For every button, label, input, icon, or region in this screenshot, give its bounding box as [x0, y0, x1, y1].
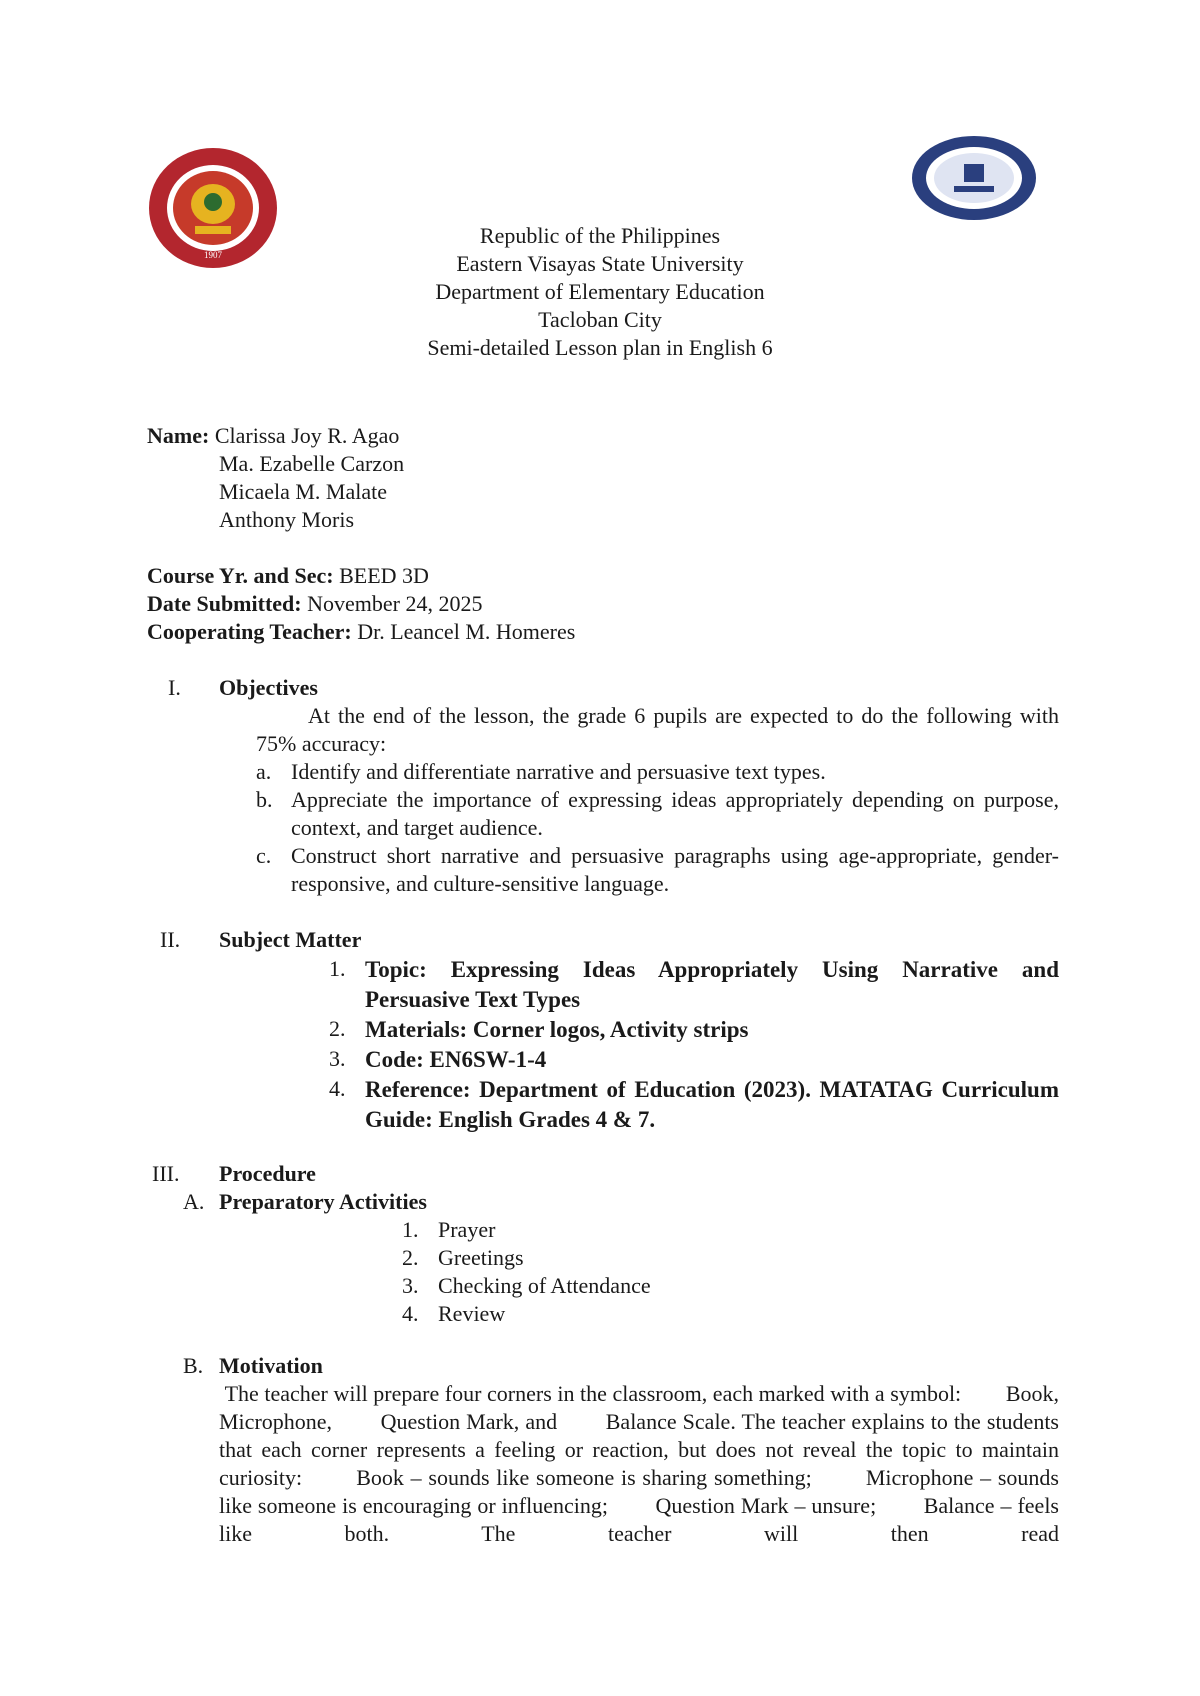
prep-item-review: Review	[438, 1301, 506, 1326]
prep-item-prayer: Prayer	[438, 1217, 496, 1242]
objective-b-letter: b.	[256, 787, 273, 812]
objective-a-text: Identify and differentiate narrative and persuasive text types.	[291, 759, 826, 784]
date-label: Date Submitted:	[147, 591, 302, 616]
motivation-text: The teacher will prepare four corners in the classroom, each marked with a symbol: Book, Microphone, Question Mark, and Balance Scale. The teacher explains to the students that each corner represents a feeling or reaction, but does not reveal the topic to maintain curiosity: Book – sounds like someone is sharing something; Microphone – sounds like someone is encouraging or influencing; Question Mark – unsure; Balance – feels like both. The teacher will then read	[219, 1381, 1104, 1546]
subject-item-topic: Topic: Expressing Ideas Appropriately Using Narrative and Persuasive Text Types	[365, 957, 1059, 1012]
subject-item-materials: Materials: Corner logos, Activity strips	[365, 1017, 749, 1042]
name-value-1: Clarissa Joy R. Agao	[214, 423, 400, 448]
subject-item-1-num: 1.	[329, 956, 346, 981]
header-university: Eastern Visayas State University	[456, 251, 744, 276]
objectives-title: Objectives	[219, 675, 318, 700]
elementary-education-seal-icon	[910, 134, 1038, 222]
preparatory-title: Preparatory Activities	[219, 1189, 427, 1214]
name-value-3: Micaela M. Malate	[219, 479, 387, 504]
procedure-title: Procedure	[219, 1161, 316, 1186]
procedure-numeral: III.	[152, 1161, 180, 1186]
header-lesson-title: Semi-detailed Lesson plan in English 6	[427, 335, 773, 360]
date-row	[147, 590, 482, 618]
subject-item-3-num: 3.	[329, 1046, 346, 1071]
objectives-numeral: I.	[168, 675, 181, 700]
header-republic: Republic of the Philippines	[479, 223, 721, 248]
teacher-label: Cooperating Teacher:	[147, 619, 352, 644]
objective-c-letter: c.	[256, 843, 272, 868]
subject-matter-numeral: II.	[160, 927, 181, 952]
objectives-intro: At the end of the lesson, the grade 6 pupils are expected to do the following with 75% accuracy:	[256, 703, 1059, 756]
prep-item-greetings: Greetings	[438, 1245, 524, 1270]
subject-item-code: Code: EN6SW-1-4	[365, 1047, 547, 1072]
document-header	[0, 222, 1200, 362]
preparatory-letter: A.	[183, 1189, 205, 1214]
prep-item-attendance: Checking of Attendance	[438, 1273, 651, 1298]
course-label: Course Yr. and Sec:	[147, 563, 334, 588]
course-row	[147, 562, 429, 590]
seal-year: 1907	[204, 250, 222, 260]
prep-item-4-num: 4.	[402, 1301, 419, 1326]
subject-matter-title: Subject Matter	[219, 927, 362, 952]
name-label: Name:	[147, 423, 210, 448]
subject-item-2-num: 2.	[329, 1016, 346, 1041]
motivation-letter: B.	[183, 1353, 204, 1378]
prep-item-1-num: 1.	[402, 1217, 419, 1242]
objective-a-letter: a.	[256, 759, 272, 784]
date-value: November 24, 2025	[307, 591, 483, 616]
motivation-title: Motivation	[219, 1353, 323, 1378]
name-row	[147, 422, 399, 450]
header-department: Department of Elementary Education	[435, 279, 765, 304]
name-value-4: Anthony Moris	[219, 507, 355, 532]
teacher-row	[147, 618, 575, 646]
prep-item-3-num: 3.	[402, 1273, 419, 1298]
objective-b-text: Appreciate the importance of expressing ideas appropriately depending on purpose, context, and target audience.	[291, 787, 1059, 840]
subject-item-reference: Reference: Department of Education (2023). MATATAG Curriculum Guide: English Grades 4 & 7.	[365, 1077, 1059, 1132]
subject-item-4-num: 4.	[329, 1076, 346, 1101]
objective-c-text: Construct short narrative and persuasive paragraphs using age-appropriate, gender-responsive, and culture-sensitive language.	[291, 843, 1059, 896]
prep-item-2-num: 2.	[402, 1245, 419, 1270]
name-value-2: Ma. Ezabelle Carzon	[219, 451, 405, 476]
teacher-value: Dr. Leancel M. Homeres	[357, 619, 576, 644]
course-value: BEED 3D	[339, 563, 429, 588]
header-city: Tacloban City	[538, 307, 662, 332]
